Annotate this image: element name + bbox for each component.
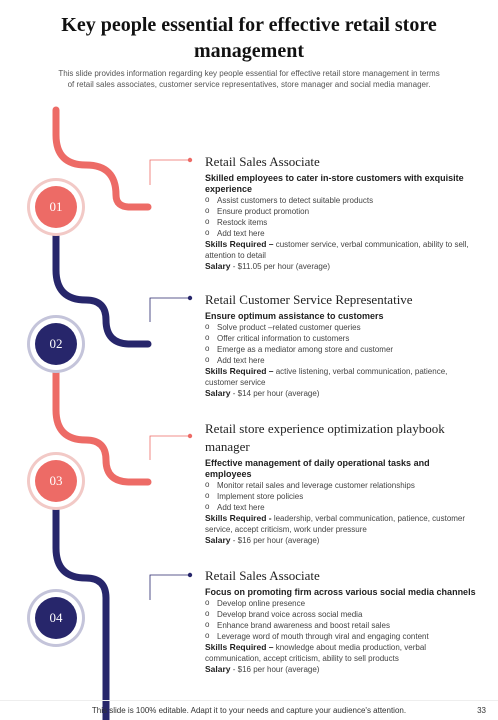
salary	[205, 664, 477, 675]
salary-label: Salary	[205, 261, 231, 271]
list-item: o Restock items	[205, 217, 477, 228]
salary-text: - $14 per hour (average)	[230, 389, 320, 398]
connector-line-3	[150, 436, 188, 460]
salary-label: Salary	[205, 388, 231, 398]
role-headline: Ensure optimum assistance to customers	[205, 311, 384, 321]
list-item: o Assist customers to detect suitable products	[205, 195, 477, 206]
role-block-4	[205, 567, 477, 675]
role-title: Retail Sales Associate	[205, 568, 320, 583]
salary-text: - $11.05 per hour (average)	[230, 262, 330, 271]
list-item: o Monitor retail sales and leverage customer relationships	[205, 480, 477, 491]
list-item: o Ensure product promotion	[205, 206, 477, 217]
skills-required	[205, 513, 477, 535]
list-item: o Solve product –related customer queries	[205, 322, 477, 333]
salary	[205, 261, 477, 272]
list-item: o Develop online presence	[205, 598, 477, 609]
role-headline: Effective management of daily operational tasks and employees	[205, 458, 430, 479]
footer-divider	[0, 700, 498, 701]
connector-line-1	[150, 160, 188, 185]
role-headline: Focus on promoting firm across various social media channels	[205, 587, 476, 597]
duty-list	[205, 598, 477, 642]
role-headline: Skilled employees to cater in-store customers with exquisite experience	[205, 173, 464, 194]
salary-label: Salary	[205, 535, 231, 545]
skills-label: Skills Required –	[205, 366, 274, 376]
list-item: o Develop brand voice across social media	[205, 609, 477, 620]
duty-list	[205, 480, 477, 513]
footer-text: This slide is 100% editable. Adapt it to your needs and capture your audience's attention.	[91, 706, 407, 715]
role-title: Retail store experience optimization playbook manager	[205, 421, 445, 454]
list-item: o Add text here	[205, 502, 477, 513]
list-item: o Add text here	[205, 355, 477, 366]
page-subtitle: This slide provides information regarding key people essential for effective retail store management in terms of retail sales associates, customer service representatives, store manager and social media manager.	[58, 69, 440, 89]
step-circle-01: 01	[35, 186, 77, 228]
salary	[205, 535, 477, 546]
list-item: o Leverage word of mouth through viral and engaging content	[205, 631, 477, 642]
role-block-3	[205, 420, 477, 546]
skills-required	[205, 642, 477, 664]
connector-line-2	[150, 298, 188, 322]
page-title: Key people essential for effective retail store management	[61, 14, 437, 62]
list-item: o Offer critical information to customers	[205, 333, 477, 344]
timeline-path-3	[56, 358, 148, 482]
skills-label: Skills Required -	[205, 513, 272, 523]
list-item: o Emerge as a mediator among store and customer	[205, 344, 477, 355]
connector-dot-1	[188, 158, 192, 162]
duty-list	[205, 195, 477, 239]
salary-label: Salary	[205, 664, 231, 674]
skills-text: leadership, verbal communication, patience, customer service, accept criticism, work under pressure	[205, 514, 466, 534]
connector-dot-4	[188, 573, 192, 577]
skills-required	[205, 239, 477, 261]
skills-text: knowledge about media production, verbal communication, accept criticism, ability to sell products	[205, 643, 427, 663]
skills-text: active listening, verbal communication, patience, customer service	[205, 367, 448, 387]
list-item: o Add text here	[205, 228, 477, 239]
connector-dot-3	[188, 434, 192, 438]
salary-text: - $16 per hour (average)	[230, 665, 320, 674]
step-circle-03: 03	[35, 460, 77, 502]
skills-label: Skills Required –	[205, 642, 274, 652]
connector-dot-2	[188, 296, 192, 300]
role-title: Retail Customer Service Representative	[205, 292, 413, 307]
step-circle-04: 04	[35, 597, 77, 639]
connector-line-4	[150, 575, 188, 600]
list-item: o Implement store policies	[205, 491, 477, 502]
skills-label: Skills Required –	[205, 239, 274, 249]
skills-required	[205, 366, 477, 388]
step-circle-02: 02	[35, 323, 77, 365]
role-title: Retail Sales Associate	[205, 154, 320, 169]
skills-text: customer service, verbal communication, ability to sell, attention to detail	[205, 240, 469, 260]
salary-text: - $16 per hour (average)	[230, 536, 320, 545]
duty-list	[205, 322, 477, 366]
list-item: o Enhance brand awareness and boost retail sales	[205, 620, 477, 631]
role-block-2	[205, 291, 477, 399]
role-block-1	[205, 153, 477, 272]
timeline-path-2	[56, 220, 148, 344]
salary	[205, 388, 477, 399]
page-number: 33	[477, 706, 486, 715]
